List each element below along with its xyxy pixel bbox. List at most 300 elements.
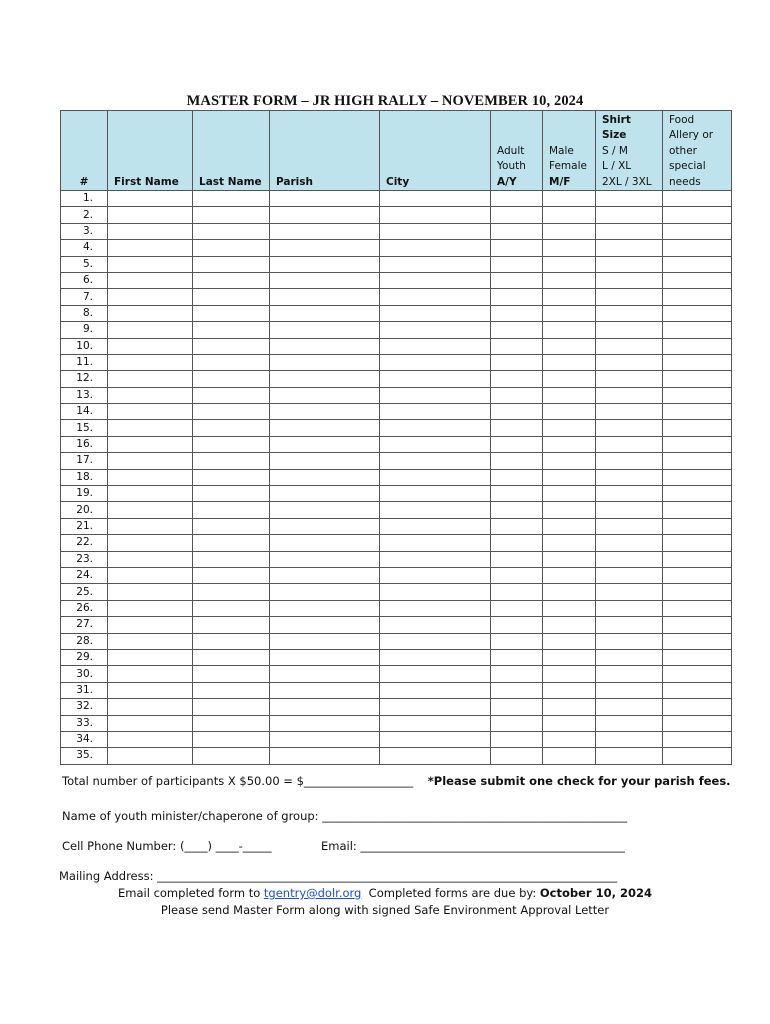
last-name-cell[interactable] (193, 600, 270, 616)
row-number: 17. (61, 453, 108, 469)
gender-cell[interactable] (543, 748, 596, 764)
gender-cell[interactable] (543, 289, 596, 305)
row-number: 6. (61, 272, 108, 288)
parish-cell[interactable] (270, 305, 380, 321)
parish-cell[interactable] (270, 682, 380, 698)
first-name-cell[interactable] (108, 387, 193, 403)
food-needs-cell[interactable] (663, 633, 732, 649)
food-needs-cell[interactable] (663, 649, 732, 665)
parish-cell[interactable] (270, 469, 380, 485)
gender-cell[interactable] (543, 666, 596, 682)
shirt-size-cell[interactable] (596, 469, 663, 485)
gender-cell[interactable] (543, 551, 596, 567)
adult-youth-cell[interactable] (491, 617, 543, 633)
last-name-cell[interactable] (193, 371, 270, 387)
city-cell[interactable] (380, 682, 491, 698)
last-name-cell[interactable] (193, 518, 270, 534)
parish-cell[interactable] (270, 256, 380, 272)
parish-cell[interactable] (270, 191, 380, 207)
city-cell[interactable] (380, 322, 491, 338)
col-header-shirt-line: Shirt (602, 113, 631, 126)
food-needs-cell[interactable] (663, 240, 732, 256)
gender-cell[interactable] (543, 387, 596, 403)
gender-cell[interactable] (543, 567, 596, 583)
last-name-cell[interactable] (193, 453, 270, 469)
gender-cell[interactable] (543, 453, 596, 469)
food-needs-cell[interactable] (663, 567, 732, 583)
parish-cell[interactable] (270, 518, 380, 534)
food-needs-cell[interactable] (663, 731, 732, 747)
gender-cell[interactable] (543, 633, 596, 649)
gender-cell[interactable] (543, 600, 596, 616)
gender-cell[interactable] (543, 305, 596, 321)
first-name-cell[interactable] (108, 748, 193, 764)
parish-cell[interactable] (270, 551, 380, 567)
first-name-cell[interactable] (108, 469, 193, 485)
gender-cell[interactable] (543, 256, 596, 272)
parish-cell[interactable] (270, 387, 380, 403)
email-link[interactable]: tgentry@dolr.org (263, 886, 362, 900)
shirt-size-cell[interactable] (596, 453, 663, 469)
gender-cell[interactable] (543, 682, 596, 698)
food-needs-cell[interactable] (663, 404, 732, 420)
food-needs-cell[interactable] (663, 207, 732, 223)
gender-cell[interactable] (543, 420, 596, 436)
city-cell[interactable] (380, 551, 491, 567)
adult-youth-cell[interactable] (491, 338, 543, 354)
adult-youth-cell[interactable] (491, 387, 543, 403)
city-cell[interactable] (380, 715, 491, 731)
row-number: 28. (61, 633, 108, 649)
shirt-size-cell[interactable] (596, 649, 663, 665)
city-cell[interactable] (380, 584, 491, 600)
city-cell[interactable] (380, 289, 491, 305)
adult-youth-cell[interactable] (491, 535, 543, 551)
shirt-size-cell[interactable] (596, 436, 663, 452)
last-name-cell[interactable] (193, 617, 270, 633)
first-name-cell[interactable] (108, 404, 193, 420)
gender-cell[interactable] (543, 223, 596, 239)
first-name-cell[interactable] (108, 682, 193, 698)
parish-cell[interactable] (270, 731, 380, 747)
adult-youth-cell[interactable] (491, 420, 543, 436)
food-needs-cell[interactable] (663, 371, 732, 387)
first-name-cell[interactable] (108, 731, 193, 747)
parish-cell[interactable] (270, 338, 380, 354)
food-needs-cell[interactable] (663, 551, 732, 567)
col-header-shirt-size-option: 2XL / 3XL (602, 175, 652, 188)
shirt-size-cell[interactable] (596, 387, 663, 403)
shirt-size-cell[interactable] (596, 502, 663, 518)
food-needs-cell[interactable] (663, 223, 732, 239)
last-name-cell[interactable] (193, 649, 270, 665)
parish-cell[interactable] (270, 289, 380, 305)
last-name-cell[interactable] (193, 191, 270, 207)
gender-cell[interactable] (543, 322, 596, 338)
parish-cell[interactable] (270, 567, 380, 583)
last-name-cell[interactable] (193, 322, 270, 338)
food-needs-cell[interactable] (663, 502, 732, 518)
city-cell[interactable] (380, 617, 491, 633)
first-name-cell[interactable] (108, 191, 193, 207)
food-needs-cell[interactable] (663, 666, 732, 682)
parish-cell[interactable] (270, 371, 380, 387)
last-name-cell[interactable] (193, 354, 270, 370)
shirt-size-cell[interactable] (596, 518, 663, 534)
shirt-size-cell[interactable] (596, 633, 663, 649)
shirt-size-cell[interactable] (596, 354, 663, 370)
gender-cell[interactable] (543, 535, 596, 551)
shirt-size-cell[interactable] (596, 551, 663, 567)
city-cell[interactable] (380, 272, 491, 288)
shirt-size-cell[interactable] (596, 600, 663, 616)
table-row (61, 748, 732, 764)
gender-cell[interactable] (543, 240, 596, 256)
city-cell[interactable] (380, 436, 491, 452)
cell-phone-field: Cell Phone Number: (____) ____-_____ (62, 839, 272, 853)
last-name-cell[interactable] (193, 387, 270, 403)
food-needs-cell[interactable] (663, 322, 732, 338)
last-name-cell[interactable] (193, 666, 270, 682)
gender-cell[interactable] (543, 338, 596, 354)
adult-youth-cell[interactable] (491, 453, 543, 469)
city-cell[interactable] (380, 371, 491, 387)
last-name-cell[interactable] (193, 305, 270, 321)
food-needs-cell[interactable] (663, 272, 732, 288)
last-name-cell[interactable] (193, 256, 270, 272)
first-name-cell[interactable] (108, 305, 193, 321)
shirt-size-cell[interactable] (596, 207, 663, 223)
gender-cell[interactable] (543, 191, 596, 207)
last-name-cell[interactable] (193, 223, 270, 239)
first-name-cell[interactable] (108, 584, 193, 600)
gender-cell[interactable] (543, 272, 596, 288)
shirt-size-cell[interactable] (596, 322, 663, 338)
first-name-cell[interactable] (108, 272, 193, 288)
parish-cell[interactable] (270, 354, 380, 370)
first-name-cell[interactable] (108, 436, 193, 452)
last-name-cell[interactable] (193, 748, 270, 764)
gender-cell[interactable] (543, 649, 596, 665)
city-cell[interactable] (380, 502, 491, 518)
last-name-cell[interactable] (193, 535, 270, 551)
first-name-cell[interactable] (108, 502, 193, 518)
adult-youth-cell[interactable] (491, 584, 543, 600)
shirt-size-cell[interactable] (596, 371, 663, 387)
adult-youth-cell[interactable] (491, 272, 543, 288)
parish-cell[interactable] (270, 453, 380, 469)
first-name-cell[interactable] (108, 551, 193, 567)
city-cell[interactable] (380, 699, 491, 715)
adult-youth-cell[interactable] (491, 699, 543, 715)
first-name-cell[interactable] (108, 699, 193, 715)
food-needs-cell[interactable] (663, 469, 732, 485)
last-name-cell[interactable] (193, 289, 270, 305)
participant-rows (61, 191, 732, 765)
shirt-size-cell[interactable] (596, 305, 663, 321)
col-header-food-line: special (669, 160, 706, 172)
food-needs-cell[interactable] (663, 584, 732, 600)
city-cell[interactable] (380, 535, 491, 551)
parish-cell[interactable] (270, 436, 380, 452)
first-name-cell[interactable] (108, 567, 193, 583)
gender-cell[interactable] (543, 699, 596, 715)
last-name-cell[interactable] (193, 272, 270, 288)
food-needs-cell[interactable] (663, 682, 732, 698)
last-name-cell[interactable] (193, 502, 270, 518)
adult-youth-cell[interactable] (491, 600, 543, 616)
adult-youth-cell[interactable] (491, 305, 543, 321)
adult-youth-cell[interactable] (491, 731, 543, 747)
city-cell[interactable] (380, 748, 491, 764)
first-name-cell[interactable] (108, 371, 193, 387)
adult-youth-cell[interactable] (491, 322, 543, 338)
shirt-size-cell[interactable] (596, 486, 663, 502)
shirt-size-cell[interactable] (596, 338, 663, 354)
adult-youth-cell[interactable] (491, 436, 543, 452)
shirt-size-cell[interactable] (596, 240, 663, 256)
col-header-number: # (61, 111, 108, 191)
city-cell[interactable] (380, 649, 491, 665)
city-cell[interactable] (380, 338, 491, 354)
first-name-cell[interactable] (108, 666, 193, 682)
table-row (61, 715, 732, 731)
food-needs-cell[interactable] (663, 420, 732, 436)
food-needs-cell[interactable] (663, 191, 732, 207)
parish-cell[interactable] (270, 272, 380, 288)
city-cell[interactable] (380, 207, 491, 223)
food-needs-cell[interactable] (663, 338, 732, 354)
first-name-cell[interactable] (108, 535, 193, 551)
gender-cell[interactable] (543, 617, 596, 633)
food-needs-cell[interactable] (663, 518, 732, 534)
food-needs-cell[interactable] (663, 600, 732, 616)
gender-cell[interactable] (543, 502, 596, 518)
last-name-cell[interactable] (193, 404, 270, 420)
adult-youth-cell[interactable] (491, 567, 543, 583)
food-needs-cell[interactable] (663, 256, 732, 272)
food-needs-cell[interactable] (663, 305, 732, 321)
shirt-size-cell[interactable] (596, 699, 663, 715)
first-name-cell[interactable] (108, 453, 193, 469)
last-name-cell[interactable] (193, 633, 270, 649)
first-name-cell[interactable] (108, 617, 193, 633)
shirt-size-cell[interactable] (596, 666, 663, 682)
adult-youth-cell[interactable] (491, 748, 543, 764)
adult-youth-cell[interactable] (491, 289, 543, 305)
gender-cell[interactable] (543, 584, 596, 600)
shirt-size-cell[interactable] (596, 191, 663, 207)
last-name-cell[interactable] (193, 486, 270, 502)
shirt-size-cell[interactable] (596, 715, 663, 731)
adult-youth-cell[interactable] (491, 223, 543, 239)
first-name-cell[interactable] (108, 649, 193, 665)
shirt-size-cell[interactable] (596, 748, 663, 764)
shirt-size-cell[interactable] (596, 256, 663, 272)
last-name-cell[interactable] (193, 567, 270, 583)
adult-youth-cell[interactable] (491, 649, 543, 665)
city-cell[interactable] (380, 191, 491, 207)
parish-cell[interactable] (270, 633, 380, 649)
adult-youth-cell[interactable] (491, 551, 543, 567)
adult-youth-cell[interactable] (491, 354, 543, 370)
gender-cell[interactable] (543, 207, 596, 223)
city-cell[interactable] (380, 486, 491, 502)
parish-cell[interactable] (270, 502, 380, 518)
last-name-cell[interactable] (193, 207, 270, 223)
first-name-cell[interactable] (108, 322, 193, 338)
first-name-cell[interactable] (108, 207, 193, 223)
city-cell[interactable] (380, 420, 491, 436)
gender-cell[interactable] (543, 518, 596, 534)
parish-cell[interactable] (270, 649, 380, 665)
adult-youth-cell[interactable] (491, 240, 543, 256)
first-name-cell[interactable] (108, 289, 193, 305)
row-number: 19. (61, 486, 108, 502)
last-name-cell[interactable] (193, 715, 270, 731)
city-cell[interactable] (380, 223, 491, 239)
city-cell[interactable] (380, 518, 491, 534)
food-needs-cell[interactable] (663, 453, 732, 469)
adult-youth-cell[interactable] (491, 469, 543, 485)
first-name-cell[interactable] (108, 518, 193, 534)
parish-cell[interactable] (270, 715, 380, 731)
parish-cell[interactable] (270, 584, 380, 600)
col-header-shirt-size (596, 111, 663, 191)
gender-cell[interactable] (543, 731, 596, 747)
adult-youth-cell[interactable] (491, 682, 543, 698)
first-name-cell[interactable] (108, 633, 193, 649)
adult-youth-cell[interactable] (491, 715, 543, 731)
parish-cell[interactable] (270, 748, 380, 764)
city-cell[interactable] (380, 387, 491, 403)
shirt-size-cell[interactable] (596, 682, 663, 698)
food-needs-cell[interactable] (663, 354, 732, 370)
first-name-cell[interactable] (108, 256, 193, 272)
food-needs-cell[interactable] (663, 535, 732, 551)
adult-youth-cell[interactable] (491, 371, 543, 387)
food-needs-cell[interactable] (663, 436, 732, 452)
city-cell[interactable] (380, 600, 491, 616)
city-cell[interactable] (380, 404, 491, 420)
shirt-size-cell[interactable] (596, 584, 663, 600)
parish-cell[interactable] (270, 486, 380, 502)
parish-cell[interactable] (270, 535, 380, 551)
food-needs-cell[interactable] (663, 748, 732, 764)
shirt-size-cell[interactable] (596, 223, 663, 239)
first-name-cell[interactable] (108, 354, 193, 370)
last-name-cell[interactable] (193, 551, 270, 567)
parish-cell[interactable] (270, 699, 380, 715)
parish-cell[interactable] (270, 600, 380, 616)
city-cell[interactable] (380, 354, 491, 370)
gender-cell[interactable] (543, 354, 596, 370)
col-header-gender-code: M/F (549, 175, 571, 188)
first-name-cell[interactable] (108, 420, 193, 436)
first-name-cell[interactable] (108, 240, 193, 256)
first-name-cell[interactable] (108, 715, 193, 731)
adult-youth-cell[interactable] (491, 404, 543, 420)
first-name-cell[interactable] (108, 600, 193, 616)
shirt-size-cell[interactable] (596, 289, 663, 305)
city-cell[interactable] (380, 633, 491, 649)
parish-cell[interactable] (270, 207, 380, 223)
city-cell[interactable] (380, 256, 491, 272)
shirt-size-cell[interactable] (596, 420, 663, 436)
shirt-size-cell[interactable] (596, 617, 663, 633)
adult-youth-cell[interactable] (491, 633, 543, 649)
parish-cell[interactable] (270, 666, 380, 682)
food-needs-cell[interactable] (663, 715, 732, 731)
last-name-cell[interactable] (193, 338, 270, 354)
shirt-size-cell[interactable] (596, 731, 663, 747)
city-cell[interactable] (380, 666, 491, 682)
city-cell[interactable] (380, 240, 491, 256)
last-name-cell[interactable] (193, 420, 270, 436)
adult-youth-cell[interactable] (491, 486, 543, 502)
gender-cell[interactable] (543, 404, 596, 420)
city-cell[interactable] (380, 731, 491, 747)
first-name-cell[interactable] (108, 486, 193, 502)
food-needs-cell[interactable] (663, 289, 732, 305)
row-number: 32. (61, 699, 108, 715)
food-needs-cell[interactable] (663, 699, 732, 715)
gender-cell[interactable] (543, 486, 596, 502)
city-cell[interactable] (380, 453, 491, 469)
adult-youth-cell[interactable] (491, 191, 543, 207)
first-name-cell[interactable] (108, 223, 193, 239)
city-cell[interactable] (380, 469, 491, 485)
adult-youth-cell[interactable] (491, 207, 543, 223)
last-name-cell[interactable] (193, 731, 270, 747)
parish-cell[interactable] (270, 420, 380, 436)
shirt-size-cell[interactable] (596, 567, 663, 583)
last-name-cell[interactable] (193, 584, 270, 600)
row-number: 23. (61, 551, 108, 567)
table-row (61, 617, 732, 633)
gender-cell[interactable] (543, 371, 596, 387)
adult-youth-cell[interactable] (491, 256, 543, 272)
city-cell[interactable] (380, 567, 491, 583)
shirt-size-cell[interactable] (596, 404, 663, 420)
last-name-cell[interactable] (193, 436, 270, 452)
food-needs-cell[interactable] (663, 387, 732, 403)
parish-cell[interactable] (270, 322, 380, 338)
last-name-cell[interactable] (193, 699, 270, 715)
shirt-size-cell[interactable] (596, 272, 663, 288)
parish-cell[interactable] (270, 223, 380, 239)
parish-cell[interactable] (270, 404, 380, 420)
adult-youth-cell[interactable] (491, 666, 543, 682)
food-needs-cell[interactable] (663, 486, 732, 502)
last-name-cell[interactable] (193, 682, 270, 698)
gender-cell[interactable] (543, 715, 596, 731)
parish-cell[interactable] (270, 617, 380, 633)
row-number: 9. (61, 322, 108, 338)
last-name-cell[interactable] (193, 240, 270, 256)
gender-cell[interactable] (543, 469, 596, 485)
gender-cell[interactable] (543, 436, 596, 452)
city-cell[interactable] (380, 305, 491, 321)
food-needs-cell[interactable] (663, 617, 732, 633)
last-name-cell[interactable] (193, 469, 270, 485)
parish-cell[interactable] (270, 240, 380, 256)
shirt-size-cell[interactable] (596, 535, 663, 551)
adult-youth-cell[interactable] (491, 518, 543, 534)
adult-youth-cell[interactable] (491, 502, 543, 518)
col-header-city: City (380, 111, 491, 191)
first-name-cell[interactable] (108, 338, 193, 354)
